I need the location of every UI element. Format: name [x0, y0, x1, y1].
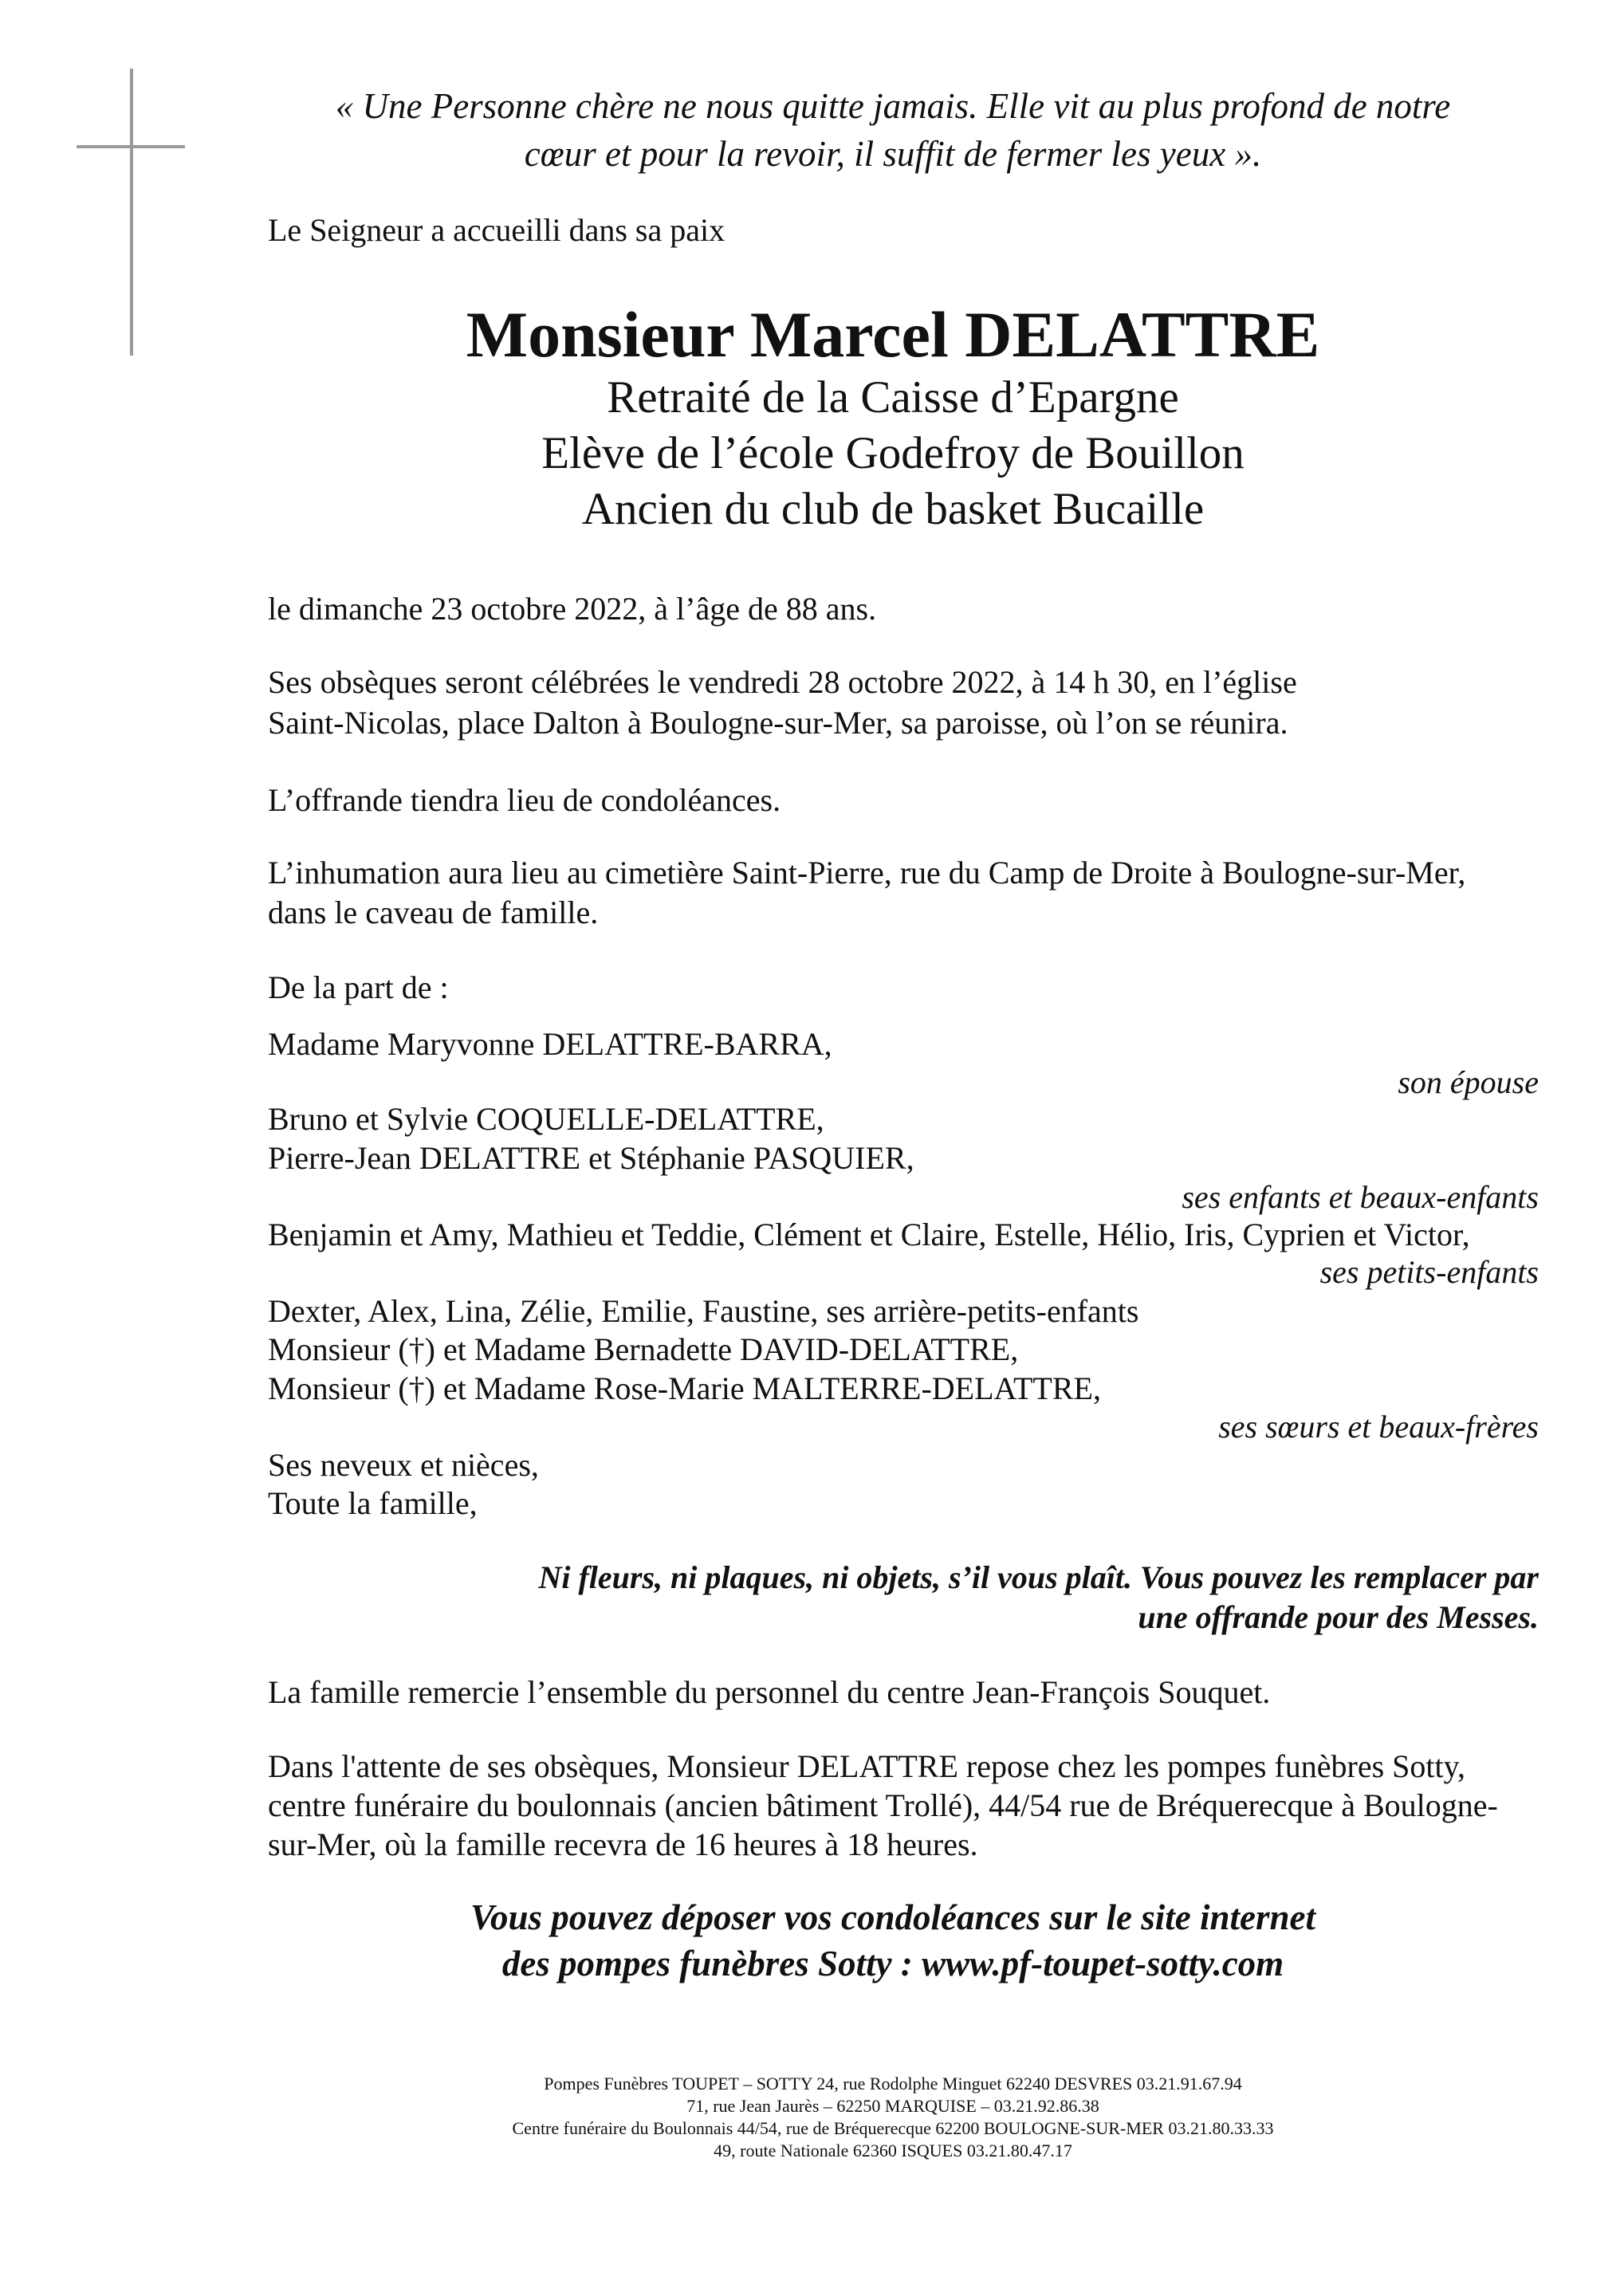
obseques-line-2: Saint-Nicolas, place Dalton à Boulogne-sur-Mer, sa paroisse, où l’on se réunira.	[268, 705, 1288, 741]
footer-line-4: 49, route Nationale 62360 ISQUES 03.21.80.47.17	[714, 2141, 1072, 2160]
intro-text: Le Seigneur a accueilli dans sa paix	[268, 212, 725, 248]
spouse-role: son épouse	[1398, 1064, 1539, 1100]
grandchildren-line: Benjamin et Amy, Mathieu et Teddie, Clément et Claire, Estelle, Hélio, Iris, Cyprien et Victor,	[268, 1217, 1470, 1252]
footer-line-3: Centre funéraire du Boulonnais 44/54, rue de Bréquerecque 62200 BOULOGNE-SUR-MER 03.21.80.33.33	[512, 2118, 1274, 2138]
others-line-1: Ses neveux et nièces,	[268, 1447, 539, 1483]
spouse-name: Madame Maryvonne DELATTRE-BARRA,	[268, 1026, 832, 1062]
offrande-text: L’offrande tiendra lieu de condoléances.	[268, 782, 781, 818]
wish-line-2: une offrande pour des Messes.	[1138, 1599, 1539, 1635]
inhumation-line-1: L’inhumation aura lieu au cimetière Saint-Pierre, rue du Camp de Droite à Boulogne-sur-Mer,	[268, 855, 1466, 890]
grandchildren-role: ses petits-enfants	[1319, 1254, 1539, 1290]
children-line-2: Pierre-Jean DELATTRE et Stéphanie PASQUIER,	[268, 1140, 914, 1176]
deceased-name: Monsieur Marcel DELATTRE	[466, 298, 1320, 371]
title-line-3: Ancien du club de basket Bucaille	[581, 484, 1205, 534]
others-line-2: Toute la famille,	[268, 1485, 478, 1521]
de-la-part-label: De la part de :	[268, 969, 449, 1005]
children-line-1: Bruno et Sylvie COQUELLE-DELATTRE,	[268, 1101, 824, 1137]
quote-line-2: cœur et pour la revoir, il suffit de fermer les yeux ».	[524, 134, 1262, 174]
title-line-1: Retraité de la Caisse d’Epargne	[607, 372, 1179, 423]
repose-line-1: Dans l'attente de ses obsèques, Monsieur DELATTRE repose chez les pompes funèbres Sotty,	[268, 1748, 1466, 1784]
cross-icon	[130, 69, 133, 356]
siblings-line-1: Monsieur (†) et Madame Bernadette DAVID-DELATTRE,	[268, 1331, 1019, 1367]
footer-line-1: Pompes Funèbres TOUPET – SOTTY 24, rue Rodolphe Minguet 62240 DESVRES 03.21.91.67.94	[544, 2074, 1242, 2094]
footer-line-2: 71, rue Jean Jaurès – 62250 MARQUISE – 03.21.92.86.38	[686, 2096, 1099, 2116]
siblings-role: ses sœurs et beaux-frères	[1218, 1409, 1539, 1445]
cross-icon-bar	[77, 145, 185, 148]
repose-line-2: centre funéraire du boulonnais (ancien bâtiment Trollé), 44/54 rue de Bréquerecque à Boulogne-	[268, 1787, 1498, 1823]
website-line-2: des pompes funèbres Sotty : www.pf-toupet-sotty.com	[501, 1944, 1284, 1983]
thanks-text: La famille remercie l’ensemble du personnel du centre Jean-François Souquet.	[268, 1674, 1271, 1710]
wish-line-1: Ni fleurs, ni plaques, ni objets, s’il vous plaît. Vous pouvez les remplacer par	[538, 1559, 1539, 1595]
great-grandchildren-line: Dexter, Alex, Lina, Zélie, Emilie, Faustine, ses arrière-petits-enfants	[268, 1293, 1139, 1329]
title-line-2: Elève de l’école Godefroy de Bouillon	[541, 428, 1245, 478]
website-line-1: Vous pouvez déposer vos condoléances sur le site internet	[470, 1897, 1315, 1937]
siblings-line-2: Monsieur (†) et Madame Rose-Marie MALTERRE-DELATTRE,	[268, 1370, 1101, 1406]
repose-line-3: sur-Mer, où la famille recevra de 16 heures à 18 heures.	[268, 1826, 978, 1862]
quote-line-1: « Une Personne chère ne nous quitte jamais. Elle vit au plus profond de notre	[335, 86, 1451, 126]
date-line: le dimanche 23 octobre 2022, à l’âge de 88 ans.	[268, 591, 877, 627]
children-role: ses enfants et beaux-enfants	[1182, 1179, 1539, 1215]
inhumation-line-2: dans le caveau de famille.	[268, 894, 599, 930]
obseques-line-1: Ses obsèques seront célébrées le vendredi 28 octobre 2022, à 14 h 30, en l’église	[268, 664, 1297, 700]
